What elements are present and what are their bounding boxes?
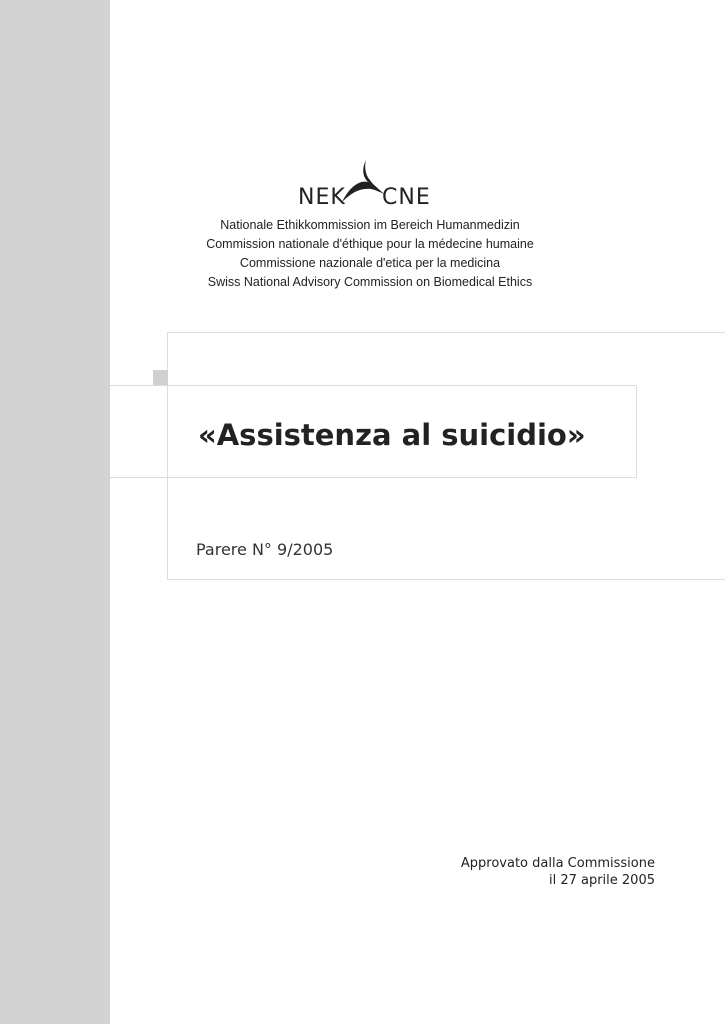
commission-names — [150, 216, 590, 292]
logo-nek: NEK — [298, 185, 346, 210]
document-title: «Assistenza al suicidio» — [198, 418, 586, 452]
bird-logo-icon — [336, 158, 386, 218]
approval-line-2: il 27 aprile 2005 — [548, 873, 655, 888]
commission-name-italian: Commissione nazionale d'etica per la medicina — [239, 256, 501, 270]
decorative-square — [153, 370, 168, 385]
commission-name-french: Commission nationale d'éthique pour la médecine humaine — [206, 237, 534, 251]
logo-cne: CNE — [382, 185, 431, 210]
approval-line-1: Approvato dalla Commissione — [460, 856, 655, 871]
title-band-divider — [167, 385, 168, 478]
commission-name-english: Swiss National Advisory Commission on Biomedical Ethics — [207, 275, 533, 289]
commission-name-german: Nationale Ethikkommission im Bereich Humanmedizin — [220, 218, 520, 232]
document-subtitle: Parere N° 9/2005 — [196, 540, 334, 559]
approval-note — [461, 855, 655, 889]
left-sidebar-band — [0, 0, 110, 1024]
